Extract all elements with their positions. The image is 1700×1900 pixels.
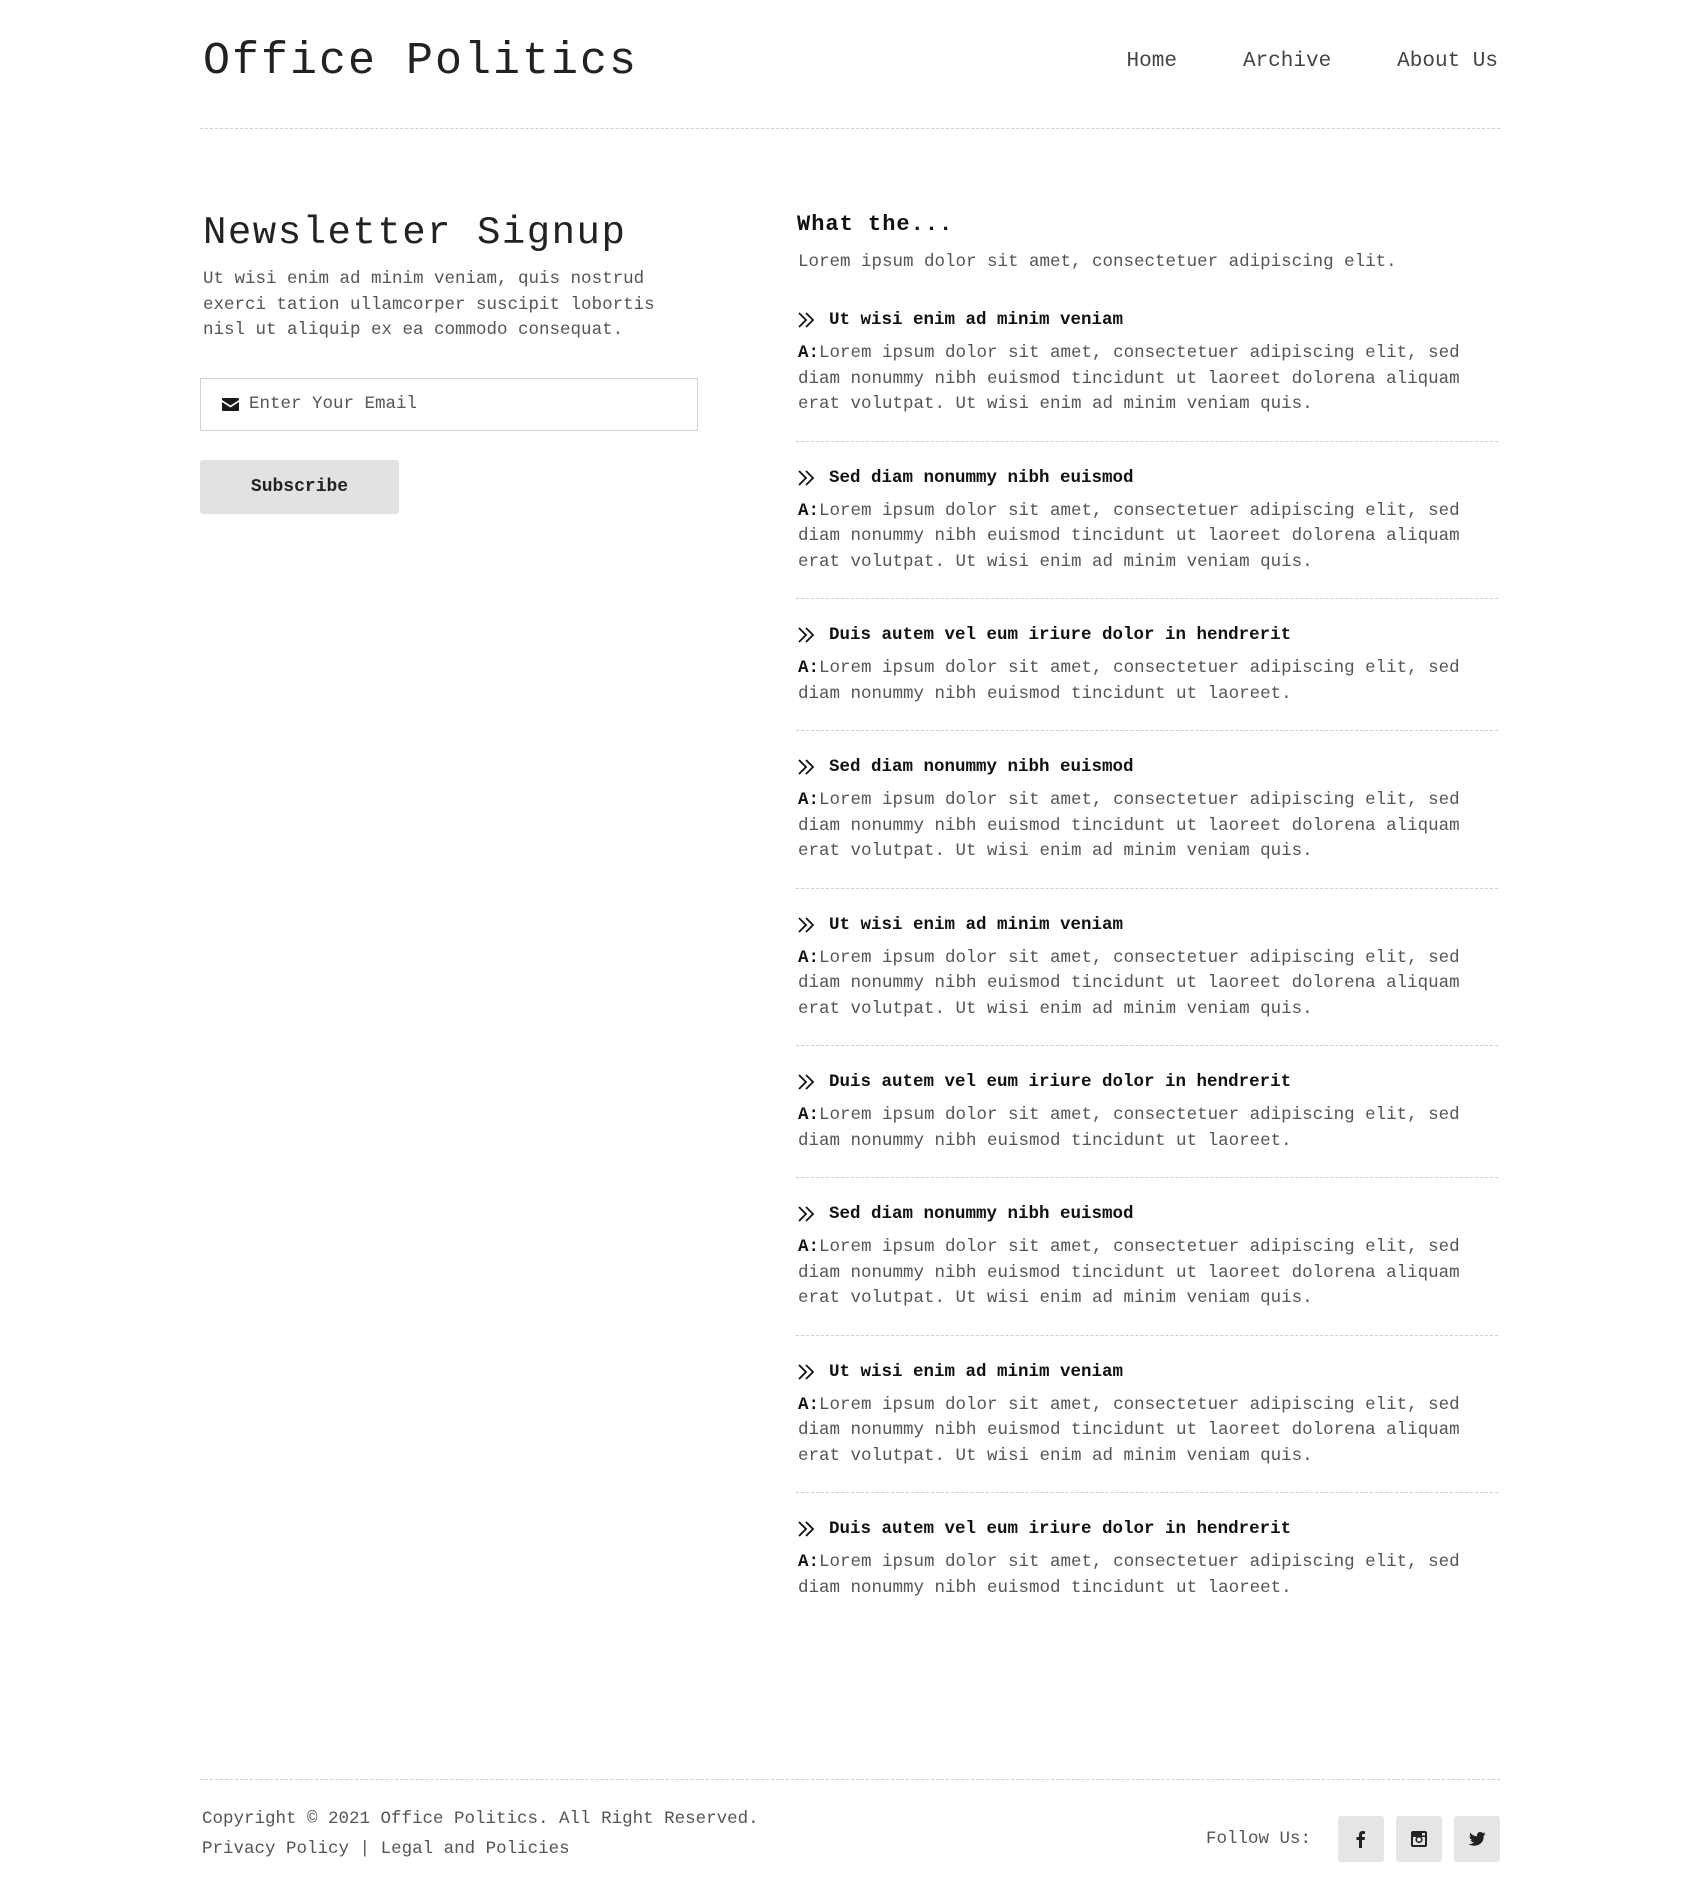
answer-prefix: A: <box>798 1237 820 1257</box>
footer-links <box>202 1839 570 1859</box>
page <box>200 0 1500 1890</box>
double-chevron-right-icon <box>797 626 817 644</box>
faq-answer-text: Lorem ipsum dolor sit amet, consectetuer adipiscing elit, sed diam nonummy nibh euismod tincidunt ut laoreet dolorena aliquam erat volutpat. Ut wisi enim ad minim veniam quis. <box>798 947 1460 1019</box>
faq-question[interactable] <box>797 625 1498 645</box>
faq-question-text: Duis autem vel eum iriure dolor in hendrerit <box>829 1519 1292 1539</box>
double-chevron-right-icon <box>797 1073 817 1091</box>
instagram-icon <box>1409 1829 1429 1849</box>
answer-prefix: A: <box>798 947 820 968</box>
faq-question[interactable] <box>797 915 1498 935</box>
faq-question[interactable] <box>797 757 1498 777</box>
double-chevron-right-icon <box>797 758 817 776</box>
newsletter-title: Newsletter Signup <box>203 211 627 255</box>
nav-archive[interactable]: Archive <box>1242 50 1332 73</box>
email-field[interactable] <box>200 378 698 431</box>
instagram-button[interactable] <box>1396 1816 1442 1862</box>
double-chevron-right-icon <box>797 916 817 934</box>
site-header <box>200 0 1500 129</box>
faq-question[interactable] <box>797 1204 1498 1224</box>
faq-item <box>796 915 1498 1047</box>
faq-item <box>796 757 1498 889</box>
faq-answer <box>798 1393 1498 1470</box>
site-footer <box>200 1779 1500 1890</box>
social-follow <box>1206 1816 1500 1862</box>
answer-prefix: A: <box>798 343 820 363</box>
follow-us-label: Follow Us: <box>1205 1829 1311 1849</box>
faq-answer <box>798 656 1498 707</box>
faq-answer-text: Lorem ipsum dolor sit amet, consectetuer adipiscing elit, sed diam nonummy nibh euismod tincidunt ut laoreet. <box>798 1105 1460 1151</box>
answer-prefix: A: <box>798 1394 820 1415</box>
faq-answer <box>798 341 1498 418</box>
newsletter-section <box>200 211 700 514</box>
faq-item <box>796 625 1498 731</box>
faq-item <box>796 1072 1498 1178</box>
faq-answer-text: Lorem ipsum dolor sit amet, consectetuer adipiscing elit, sed diam nonummy nibh euismod tincidunt ut laoreet dolorena aliquam erat volutpat. Ut wisi enim ad minim veniam quis. <box>798 1394 1460 1466</box>
faq-question-text: Ut wisi enim ad minim veniam <box>829 1361 1124 1382</box>
link-separator: | <box>359 1839 371 1859</box>
double-chevron-right-icon <box>797 1520 817 1538</box>
main-nav <box>1127 50 1498 73</box>
faq-item <box>796 310 1498 442</box>
faq-answer <box>798 1235 1498 1312</box>
answer-prefix: A: <box>798 658 820 678</box>
faq-answer-text: Lorem ipsum dolor sit amet, consectetuer adipiscing elit, sed diam nonummy nibh euismod tincidunt ut laoreet dolorena aliquam erat volutpat. Ut wisi enim ad minim veniam quis. <box>798 790 1460 861</box>
facebook-button[interactable] <box>1338 1816 1384 1862</box>
privacy-policy-link[interactable]: Privacy Policy <box>202 1839 350 1859</box>
faq-item <box>796 1362 1498 1494</box>
subscribe-button[interactable]: Subscribe <box>200 460 399 514</box>
answer-prefix: A: <box>798 500 820 521</box>
envelope-icon <box>221 397 240 412</box>
faq-question-text: Duis autem vel eum iriure dolor in hendrerit <box>829 1072 1292 1092</box>
faq-answer-text: Lorem ipsum dolor sit amet, consectetuer adipiscing elit, sed diam nonummy nibh euismod tincidunt ut laoreet. <box>798 1552 1460 1598</box>
newsletter-description: Ut wisi enim ad minim veniam, quis nostrud exerci tation ullamcorper suscipit lobortis nisl ut aliquip ex ea commodo consequat. <box>203 269 655 340</box>
double-chevron-right-icon <box>797 469 817 487</box>
facebook-icon <box>1351 1829 1371 1849</box>
faq-answer <box>798 946 1498 1023</box>
faq-section <box>796 212 1498 1650</box>
faq-answer-text: Lorem ipsum dolor sit amet, consectetuer adipiscing elit, sed diam nonummy nibh euismod tincidunt ut laoreet. <box>798 658 1460 704</box>
faq-question-text: Duis autem vel eum iriure dolor in hendrerit <box>829 625 1292 645</box>
site-title[interactable]: Office Politics <box>203 36 639 87</box>
copyright-text: Copyright © 2021 Office Politics. All Right Reserved. <box>202 1809 759 1829</box>
faq-answer <box>798 788 1498 865</box>
faq-question-text: Ut wisi enim ad minim veniam <box>829 310 1124 330</box>
faq-question-text: Ut wisi enim ad minim veniam <box>829 914 1124 935</box>
faq-question-text: Sed diam nonummy nibh euismod <box>829 467 1134 488</box>
double-chevron-right-icon <box>797 311 817 329</box>
legal-policies-link[interactable]: Legal and Policies <box>380 1839 570 1859</box>
double-chevron-right-icon <box>797 1205 817 1223</box>
faq-question-text: Sed diam nonummy nibh euismod <box>829 757 1134 777</box>
answer-prefix: A: <box>798 1105 820 1125</box>
faq-question[interactable] <box>797 468 1498 488</box>
faq-answer <box>798 1103 1498 1154</box>
faq-question[interactable] <box>797 1072 1498 1092</box>
faq-question[interactable] <box>797 1362 1498 1382</box>
main-content <box>200 129 1500 1779</box>
twitter-button[interactable] <box>1454 1816 1500 1862</box>
faq-list <box>796 310 1498 1624</box>
faq-answer <box>798 499 1498 576</box>
twitter-icon <box>1467 1829 1487 1849</box>
answer-prefix: A: <box>798 790 820 810</box>
faq-question-text: Sed diam nonummy nibh euismod <box>829 1204 1134 1224</box>
faq-answer <box>798 1550 1498 1601</box>
faq-question[interactable] <box>797 1519 1498 1539</box>
faq-subtitle: Lorem ipsum dolor sit amet, consectetuer adipiscing elit. <box>798 252 1397 272</box>
faq-question[interactable] <box>797 310 1498 330</box>
faq-item <box>796 1204 1498 1336</box>
faq-answer-text: Lorem ipsum dolor sit amet, consectetuer adipiscing elit, sed diam nonummy nibh euismod tincidunt ut laoreet dolorena aliquam erat volutpat. Ut wisi enim ad minim veniam quis. <box>798 1237 1460 1308</box>
faq-answer-text: Lorem ipsum dolor sit amet, consectetuer adipiscing elit, sed diam nonummy nibh euismod tincidunt ut laoreet dolorena aliquam erat volutpat. Ut wisi enim ad minim veniam quis. <box>798 343 1460 414</box>
nav-home[interactable]: Home <box>1126 50 1177 73</box>
faq-title: What the... <box>797 212 954 237</box>
faq-item <box>796 468 1498 600</box>
double-chevron-right-icon <box>797 1363 817 1381</box>
faq-answer-text: Lorem ipsum dolor sit amet, consectetuer adipiscing elit, sed diam nonummy nibh euismod tincidunt ut laoreet dolorena aliquam erat volutpat. Ut wisi enim ad minim veniam quis. <box>798 500 1460 572</box>
faq-item <box>796 1519 1498 1624</box>
email-input[interactable] <box>249 394 669 414</box>
nav-about-us[interactable]: About Us <box>1397 50 1498 73</box>
answer-prefix: A: <box>798 1552 820 1572</box>
